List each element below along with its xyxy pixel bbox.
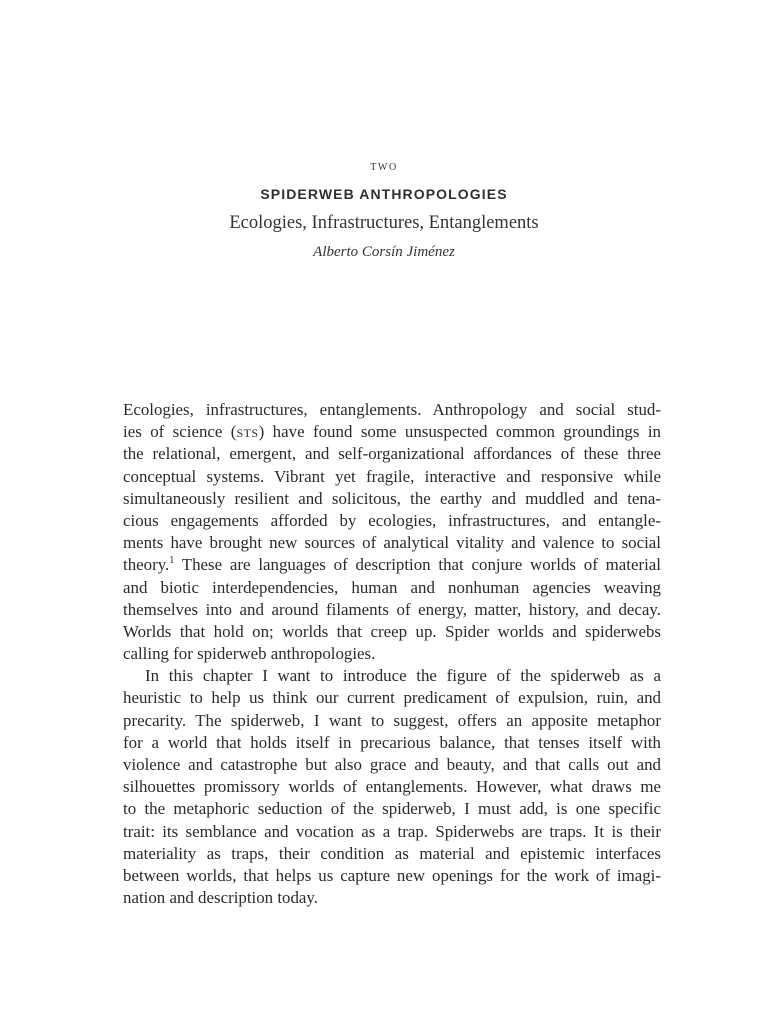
chapter-subtitle: Ecologies, Infrastructures, Entanglements [229, 213, 539, 233]
text-line: Ecologies, infrastructures, entanglements. Anthropology and social stud- [123, 400, 661, 419]
text-line: to the metaphoric seduction of the spiderweb, I must add, is one specific [123, 799, 661, 819]
text-line: silhouettes promissory worlds of entanglements. However, what draws me [123, 777, 661, 797]
text-fragment: ies of science ( [123, 422, 237, 442]
text-line: nation and description today. [123, 888, 318, 908]
text-line: cious engagements afforded by ecologies, infrastructures, and entangle- [123, 510, 661, 530]
text-line: trait: its semblance and vocation as a trap. Spiderwebs are traps. It is their [123, 821, 661, 841]
text-fragment: These are languages of description that conjure worlds of material [174, 555, 661, 575]
text-fragment: theory. [123, 555, 170, 575]
text-line: Worlds that hold on; worlds that creep up. Spider worlds and spiderwebs [123, 621, 661, 641]
text-line: conceptual systems. Vibrant yet fragile, interactive and responsive while [123, 466, 661, 486]
chapter-body [123, 399, 661, 909]
text-fragment: ) have found some unsuspected common groundings in [258, 422, 661, 442]
chapter-title: SPIDERWEB ANTHROPOLOGIES [260, 186, 508, 202]
text-line: between worlds, that helps us capture new openings for the work of imagi- [123, 865, 661, 885]
text-line: ments have brought new sources of analytical vitality and valence to social [123, 533, 661, 553]
text-line: materiality as traps, their condition as material and epistemic interfaces [123, 843, 661, 863]
text-line: In this chapter I want to introduce the figure of the spiderweb as a [145, 666, 661, 686]
sts-abbreviation: sts [236, 422, 259, 442]
text-line [123, 421, 661, 443]
chapter-author: Alberto Corsín Jiménez [313, 244, 455, 260]
footnote-marker[interactable]: 1 [169, 555, 175, 567]
text-line: themselves into and around filaments of energy, matter, history, and decay. [123, 599, 661, 619]
text-line [123, 554, 661, 576]
chapter-number: two [370, 159, 398, 174]
paragraph-1 [123, 399, 661, 665]
paragraph-2 [123, 665, 661, 909]
text-line: precarity. The spiderweb, I want to suggest, offers an apposite metaphor [123, 710, 661, 730]
text-line: the relational, emergent, and self-organizational affordances of these three [123, 444, 661, 464]
text-line: and biotic interdependencies, human and nonhuman agencies weaving [123, 577, 661, 597]
text-line: simultaneously resilient and solicitous, the earthy and muddled and tena- [123, 488, 661, 508]
text-line: for a world that holds itself in precarious balance, that tenses itself with [123, 732, 661, 752]
text-line: calling for spiderweb anthropologies. [123, 644, 376, 664]
text-line: heuristic to help us think our current predicament of expulsion, ruin, and [123, 688, 661, 708]
text-line: violence and catastrophe but also grace and beauty, and that calls out and [123, 755, 661, 774]
